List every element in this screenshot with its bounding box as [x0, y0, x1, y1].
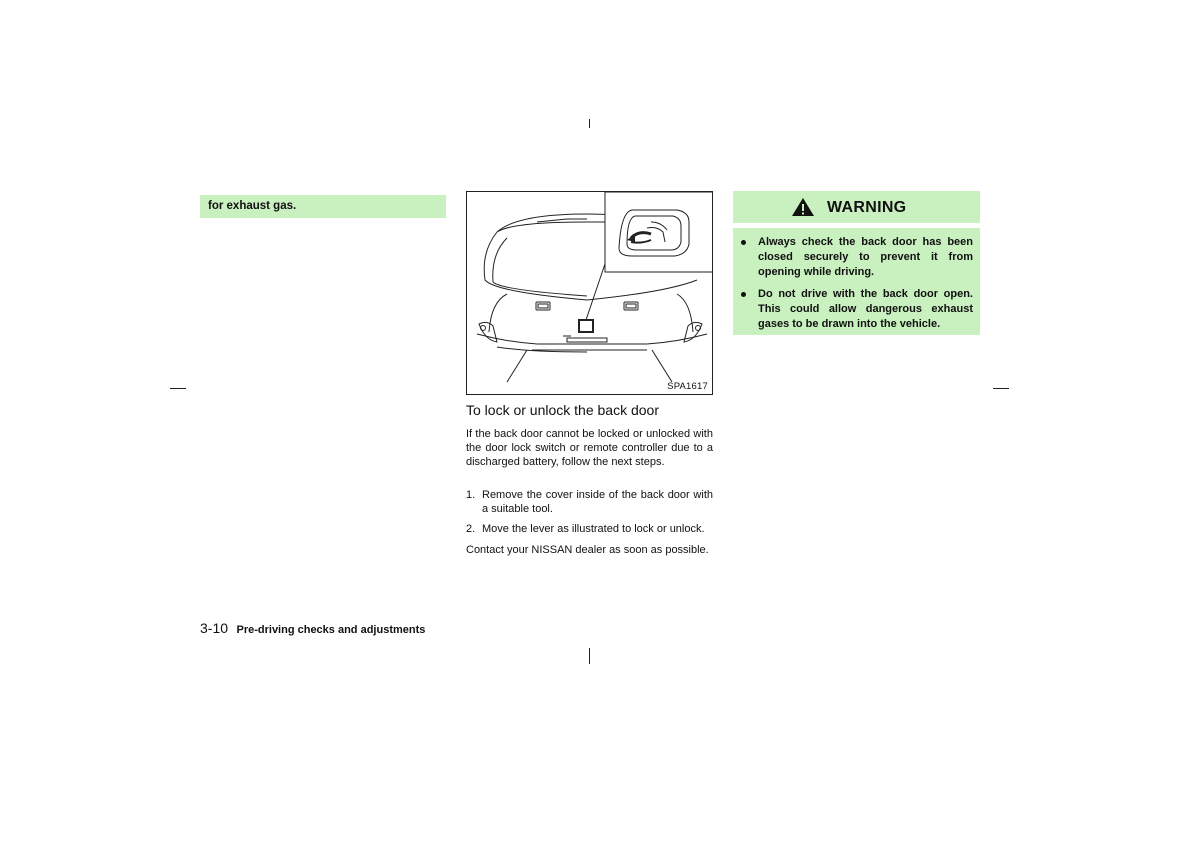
closing-paragraph: Contact your NISSAN dealer as soon as possible.	[466, 544, 709, 556]
warning-header	[733, 191, 980, 223]
intro-paragraph: If the back door cannot be locked or unlocked with the door lock switch or remote controller due to a discharged battery, follow the next steps.	[466, 428, 713, 468]
warning-label: WARNING	[827, 199, 907, 216]
crop-mark-top	[589, 119, 590, 128]
page-footer	[200, 620, 425, 638]
back-door-illustration	[466, 191, 713, 395]
back-door-drawing	[467, 192, 713, 395]
crop-mark-bottom	[589, 648, 590, 664]
step-2	[466, 522, 713, 536]
warning-item-1-text: Always check the back door has been closed securely to prevent it from opening while driving.	[758, 236, 973, 278]
chapter-title: Pre-driving checks and adjustments	[236, 624, 426, 636]
step-2-text: Move the lever as illustrated to lock or unlock.	[482, 523, 705, 535]
warning-item-2	[741, 287, 973, 332]
warning-item-2-text: Do not drive with the back door open. This could allow dangerous exhaust gases to be drawn into the vehicle.	[758, 288, 973, 330]
continued-warning-text: for exhaust gas.	[208, 200, 297, 212]
page-number: 3-10	[200, 620, 229, 636]
step-1-number: 1.	[466, 489, 476, 501]
warning-item-1	[741, 235, 973, 280]
step-2-number: 2.	[466, 523, 476, 535]
step-1	[466, 488, 713, 516]
continued-warning-box	[200, 195, 446, 218]
figure-code: SPA1617	[667, 381, 708, 392]
section-title: To lock or unlock the back door	[466, 402, 659, 418]
warning-body	[733, 228, 980, 335]
bullet-icon	[741, 292, 746, 297]
warning-triangle-icon	[791, 197, 815, 217]
bullet-icon	[741, 240, 746, 245]
step-1-text: Remove the cover inside of the back door with a suitable tool.	[482, 489, 713, 515]
crop-mark-right	[993, 388, 1009, 389]
crop-mark-left	[170, 388, 186, 389]
